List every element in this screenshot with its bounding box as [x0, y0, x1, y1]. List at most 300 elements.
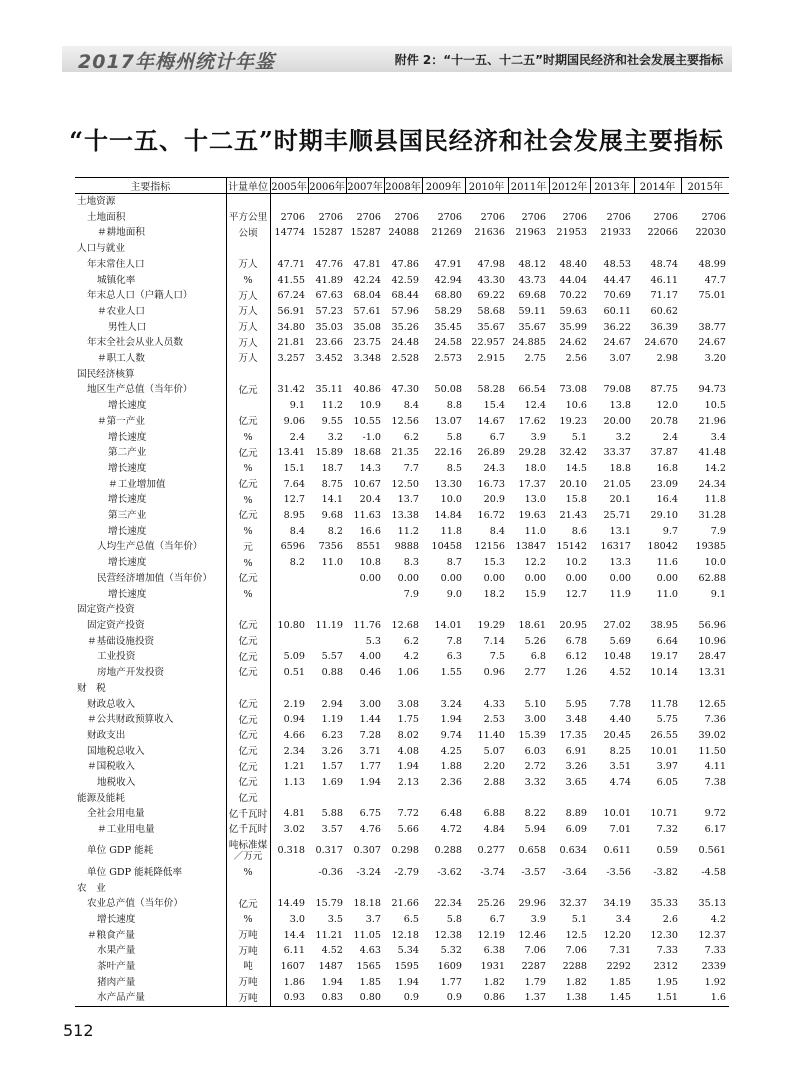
value-cell: 7.31	[609, 945, 631, 957]
value-cell: 6.17	[704, 824, 726, 836]
value-cell: 28.47	[698, 651, 726, 663]
value-cell: 7.36	[704, 714, 726, 726]
unit-cell: 万吨	[226, 928, 270, 944]
indicator-name: 地区生产总值（当年价）	[87, 384, 193, 396]
value-cell: 4.40	[609, 714, 631, 726]
value-cell	[590, 602, 634, 618]
value-cell: 57.61	[353, 305, 381, 317]
value-cell: 19.23	[559, 415, 587, 427]
value-cell: 34.80	[277, 321, 305, 333]
indicator-name: 单位 GDP 能耗降低率	[87, 866, 183, 878]
indicator-name: 增长速度	[108, 431, 147, 443]
indicator-name: 农业总产值（当年价）	[87, 898, 183, 910]
value-cell: 12.65	[698, 698, 726, 710]
unit-cell: 万人	[226, 335, 270, 351]
value-cell: 1595	[394, 961, 419, 973]
value-cell: 2.19	[283, 698, 305, 710]
value-cell: 8551	[356, 541, 381, 553]
value-cell: 1.38	[549, 990, 590, 1006]
value-cell: 12.56	[391, 415, 419, 427]
table-row	[75, 257, 729, 273]
value-cell: 33.37	[603, 447, 631, 459]
value-cell: 19.29	[477, 619, 505, 631]
value-cell: 2.13	[397, 777, 419, 789]
value-cell: 6.03	[524, 745, 546, 757]
value-cell: 58.68	[477, 305, 505, 317]
value-cell: 35.11	[315, 384, 343, 396]
value-cell: 4.08	[397, 745, 419, 757]
value-cell	[308, 791, 346, 807]
value-cell	[549, 241, 590, 257]
unit-cell: %	[226, 555, 270, 571]
value-cell: 10.96	[698, 635, 726, 647]
value-cell: 15.9	[524, 588, 546, 600]
indicator-name: 土地资源	[77, 196, 116, 207]
indicator-name: 固定资产投资	[77, 604, 135, 616]
value-cell	[465, 602, 508, 618]
value-cell: 2312	[653, 961, 678, 973]
value-cell: 3.452	[315, 353, 343, 365]
value-cell: 16317	[600, 541, 631, 553]
value-cell: 24.67	[698, 337, 726, 349]
unit-cell	[226, 398, 270, 414]
value-cell: 13847	[515, 541, 546, 553]
value-cell: 13.30	[434, 478, 462, 490]
value-cell: 6.23	[321, 729, 343, 741]
value-cell: 31.28	[698, 510, 726, 522]
value-cell: 3.2	[615, 431, 631, 443]
value-cell: 3.257	[277, 353, 305, 365]
value-cell: 19.17	[650, 651, 678, 663]
value-cell	[384, 791, 422, 807]
indicator-name: 年末总人口（户籍人口）	[87, 290, 193, 302]
value-cell: 18.8	[609, 462, 631, 474]
page-number: 512	[63, 1021, 94, 1040]
value-cell: 12.37	[698, 929, 726, 941]
value-cell: 11.0	[656, 588, 678, 600]
indicator-name: 猪肉产量	[97, 976, 136, 988]
value-cell: 5.95	[565, 698, 587, 710]
value-cell	[384, 881, 422, 897]
value-cell: 2.72	[524, 761, 546, 773]
value-cell	[508, 194, 549, 210]
value-cell: 1.94	[397, 976, 419, 988]
value-cell: 69.22	[477, 290, 505, 302]
value-cell: 11.50	[698, 745, 726, 757]
value-cell: 10.6	[565, 400, 587, 412]
value-cell: 13.07	[434, 415, 462, 427]
value-cell: 0.00	[656, 572, 678, 584]
value-cell: 9.1	[289, 400, 305, 412]
value-cell: 12.5	[565, 929, 587, 941]
value-cell: 3.9	[530, 431, 546, 443]
value-cell: 4.76	[359, 824, 381, 836]
value-cell	[384, 241, 422, 257]
value-cell: 7.28	[359, 729, 381, 741]
value-cell: 36.22	[603, 321, 631, 333]
value-cell: 12.50	[391, 478, 419, 490]
value-cell: 56.91	[277, 305, 305, 317]
value-cell: 2706	[394, 211, 419, 223]
value-cell: 21636	[474, 227, 505, 239]
value-cell	[346, 881, 384, 897]
value-cell: 16.8	[656, 462, 678, 474]
value-cell: 10.5	[704, 400, 726, 412]
value-cell: 4.11	[704, 761, 726, 773]
table-row	[75, 194, 729, 210]
value-cell: 71.17	[650, 290, 678, 302]
value-cell	[384, 194, 422, 210]
value-cell: 22.957	[471, 337, 505, 349]
column-header: 2006年	[308, 178, 346, 194]
value-cell: 58.28	[477, 384, 505, 396]
value-cell: 13.8	[609, 400, 631, 412]
table-row	[75, 587, 729, 603]
value-cell: 7.78	[609, 698, 631, 710]
value-cell: 6.48	[440, 808, 462, 820]
unit-cell: %	[226, 430, 270, 446]
value-cell: 2.573	[434, 353, 462, 365]
indicator-name: 增长速度	[108, 525, 147, 537]
value-cell: 10.0	[440, 494, 462, 506]
value-cell: 13.31	[698, 667, 726, 679]
value-cell: 0.00	[397, 572, 419, 584]
value-cell: 11.21	[315, 929, 343, 941]
value-cell: 4.2	[403, 651, 419, 663]
value-cell: 23.66	[315, 337, 343, 349]
value-cell: 56.96	[698, 619, 726, 631]
value-cell: 6.38	[483, 945, 505, 957]
value-cell: 3.71	[359, 745, 381, 757]
value-cell: 75.01	[698, 290, 726, 302]
value-cell	[590, 681, 634, 697]
value-cell: 4.63	[359, 945, 381, 957]
value-cell: 14774	[274, 227, 305, 239]
indicator-name: ＃工业增加值	[108, 478, 166, 490]
value-cell: 7.06	[565, 945, 587, 957]
value-cell: 8.89	[565, 808, 587, 820]
value-cell	[681, 194, 729, 210]
value-cell: 5.1	[571, 431, 587, 443]
value-cell: 2.75	[524, 353, 546, 365]
value-cell: 47.86	[391, 258, 419, 270]
table-row	[75, 791, 729, 807]
table-row	[75, 414, 729, 430]
value-cell: 8.2	[327, 525, 343, 537]
unit-cell: 吨标准煤／万元	[226, 838, 270, 865]
table-row	[75, 320, 729, 336]
value-cell: 24.885	[512, 337, 546, 349]
unit-cell: 亿元	[226, 712, 270, 728]
value-cell: 8.22	[524, 808, 546, 820]
value-cell	[634, 602, 681, 618]
value-cell: 0.561	[698, 845, 726, 857]
value-cell: 69.68	[518, 290, 546, 302]
value-cell: 1.92	[704, 976, 726, 988]
value-cell: 0.00	[483, 572, 505, 584]
value-cell: 20.10	[559, 478, 587, 490]
value-cell	[346, 587, 384, 603]
unit-cell: 万吨	[226, 975, 270, 991]
value-cell: 16.73	[477, 478, 505, 490]
value-cell: 14.4	[283, 929, 305, 941]
page-title: “十一五、十二五”时期丰顺县国民经济和社会发展主要指标	[69, 126, 724, 155]
indicator-name: 增长速度	[97, 913, 136, 925]
value-cell: 0.611	[603, 845, 631, 857]
value-cell: 5.09	[283, 651, 305, 663]
value-cell: 1.85	[359, 976, 381, 988]
value-cell: 41.48	[698, 447, 726, 459]
value-cell: 41.55	[277, 274, 305, 286]
value-cell	[384, 367, 422, 383]
value-cell: 35.99	[559, 321, 587, 333]
value-cell: 10.01	[650, 745, 678, 757]
value-cell: 6.7	[489, 913, 505, 925]
unit-cell: %	[226, 492, 270, 508]
indicator-name: ＃公共财政预算收入	[87, 714, 174, 726]
value-cell: 3.348	[353, 353, 381, 365]
unit-cell: 万人	[226, 304, 270, 320]
table-row	[75, 806, 729, 822]
value-cell: 12.38	[434, 929, 462, 941]
value-cell	[270, 791, 308, 807]
value-cell: 47.71	[277, 258, 305, 270]
value-cell: 13.7	[397, 494, 419, 506]
table-row	[75, 881, 729, 897]
value-cell: 43.73	[518, 274, 546, 286]
value-cell: 5.32	[440, 945, 462, 957]
value-cell: 0.9	[422, 990, 465, 1006]
table-row	[75, 241, 729, 257]
value-cell: 11.2	[321, 400, 343, 412]
value-cell: 10.48	[603, 651, 631, 663]
value-cell: -3.74	[480, 866, 505, 878]
unit-cell: 亿元	[226, 634, 270, 650]
value-cell: 15.1	[283, 462, 305, 474]
value-cell: 48.12	[518, 258, 546, 270]
value-cell	[681, 304, 729, 320]
value-cell: 9.74	[440, 729, 462, 741]
value-cell: 19.63	[518, 510, 546, 522]
value-cell	[590, 241, 634, 257]
value-cell: 6.91	[565, 745, 587, 757]
value-cell: 14.49	[277, 898, 305, 910]
table-row	[75, 288, 729, 304]
value-cell: 6.11	[283, 945, 305, 957]
value-cell: 14.3	[359, 462, 381, 474]
value-cell	[681, 791, 729, 807]
table-row	[75, 896, 729, 912]
value-cell: 48.74	[650, 258, 678, 270]
table-row	[75, 744, 729, 760]
running-header	[0, 40, 793, 76]
value-cell: 60.11	[603, 305, 631, 317]
table-row	[75, 225, 729, 241]
unit-cell	[226, 367, 270, 383]
value-cell	[681, 602, 729, 618]
value-cell: 57.96	[391, 305, 419, 317]
value-cell: 5.57	[321, 651, 343, 663]
value-cell: 3.08	[397, 698, 419, 710]
value-cell: 6596	[280, 541, 305, 553]
indicator-name: 人口与就业	[77, 243, 125, 255]
value-cell: 12156	[474, 541, 505, 553]
value-cell: 11.8	[704, 494, 726, 506]
value-cell: 1.88	[440, 761, 462, 773]
unit-cell: 亿元	[226, 791, 270, 807]
value-cell: 1.94	[397, 761, 419, 773]
value-cell: 1.51	[634, 990, 681, 1006]
value-cell: 20.00	[603, 415, 631, 427]
value-cell: 2706	[606, 211, 631, 223]
value-cell	[308, 194, 346, 210]
value-cell: 9.0	[446, 588, 462, 600]
table-row	[75, 649, 729, 665]
value-cell: 5.94	[524, 824, 546, 836]
value-cell: 14.1	[321, 494, 343, 506]
value-cell: 70.22	[559, 290, 587, 302]
value-cell: 7.33	[656, 945, 678, 957]
value-cell: 9.7	[662, 525, 678, 537]
value-cell: 2.20	[483, 761, 505, 773]
table-row	[75, 508, 729, 524]
value-cell: 2706	[480, 211, 505, 223]
value-cell: 12.30	[650, 929, 678, 941]
value-cell: 4.81	[283, 808, 305, 820]
unit-cell: 亿元	[226, 414, 270, 430]
value-cell: 3.4	[710, 431, 726, 443]
value-cell: 1.94	[440, 714, 462, 726]
value-cell: 10.55	[353, 415, 381, 427]
value-cell: 35.13	[698, 898, 726, 910]
table-row	[75, 775, 729, 791]
value-cell: 5.3	[365, 635, 381, 647]
value-cell: 68.80	[434, 290, 462, 302]
value-cell	[465, 881, 508, 897]
value-cell: 1.06	[397, 667, 419, 679]
value-cell: 4.2	[710, 913, 726, 925]
value-cell: 42.24	[353, 274, 381, 286]
table-row	[75, 461, 729, 477]
value-cell	[549, 681, 590, 697]
indicator-name: 茶叶产量	[97, 961, 136, 973]
value-cell: 12.4	[524, 400, 546, 412]
column-header: 2014年	[634, 178, 681, 194]
value-cell: 48.40	[559, 258, 587, 270]
value-cell: 21.35	[391, 447, 419, 459]
value-cell: 5.8	[446, 913, 462, 925]
table-row	[75, 304, 729, 320]
indicators-table	[75, 177, 729, 1007]
value-cell: 10.14	[650, 667, 678, 679]
value-cell: 3.00	[524, 714, 546, 726]
unit-cell: %	[226, 524, 270, 540]
value-cell: 18042	[647, 541, 678, 553]
value-cell: 11.40	[477, 729, 505, 741]
value-cell: 1.82	[565, 976, 587, 988]
value-cell: 5.8	[446, 431, 462, 443]
indicator-name: 单位 GDP 能耗	[87, 845, 154, 857]
value-cell: 0.88	[321, 667, 343, 679]
value-cell: 6.3	[446, 651, 462, 663]
value-cell: 6.88	[483, 808, 505, 820]
indicator-name: ＃第一产业	[97, 415, 145, 427]
table-row	[75, 928, 729, 944]
value-cell: 0.307	[353, 845, 381, 857]
value-cell: 1.6	[681, 990, 729, 1006]
value-cell: 15.79	[315, 898, 343, 910]
value-cell: 73.08	[559, 384, 587, 396]
value-cell	[346, 241, 384, 257]
value-cell: 1.95	[656, 976, 678, 988]
value-cell: 13.38	[391, 510, 419, 522]
value-cell: 7.9	[403, 588, 419, 600]
indicator-name: ＃粮食产量	[87, 929, 135, 941]
value-cell	[270, 571, 308, 587]
value-cell: 48.53	[603, 258, 631, 270]
value-cell: -3.82	[653, 866, 678, 878]
value-cell: 67.24	[277, 290, 305, 302]
value-cell: 20.9	[483, 494, 505, 506]
value-cell: 0.51	[283, 667, 305, 679]
value-cell: 12.2	[524, 557, 546, 569]
value-cell: 3.32	[524, 777, 546, 789]
value-cell: 0.317	[315, 845, 343, 857]
value-cell: 2287	[521, 961, 546, 973]
value-cell: 4.33	[483, 698, 505, 710]
value-cell: 14.2	[704, 462, 726, 474]
table-row	[75, 335, 729, 351]
value-cell: 6.09	[565, 824, 587, 836]
value-cell: 1.19	[321, 714, 343, 726]
indicator-name: 增长速度	[108, 462, 147, 474]
value-cell: 2.6	[662, 913, 678, 925]
value-cell: 0.94	[283, 714, 305, 726]
value-cell: 3.26	[321, 745, 343, 757]
value-cell: 10.67	[353, 478, 381, 490]
value-cell: 42.59	[391, 274, 419, 286]
value-cell: 20.78	[650, 415, 678, 427]
column-header: 2008年	[384, 178, 422, 194]
table-row	[75, 665, 729, 681]
value-cell: 1.45	[590, 990, 634, 1006]
value-cell: 9.06	[283, 415, 305, 427]
value-cell: 0.00	[359, 572, 381, 584]
value-cell: 8.4	[489, 525, 505, 537]
value-cell	[634, 194, 681, 210]
value-cell: 24.34	[698, 478, 726, 490]
value-cell	[422, 881, 465, 897]
value-cell	[634, 367, 681, 383]
value-cell: 0.318	[277, 845, 305, 857]
table-row	[75, 430, 729, 446]
value-cell: 8.2	[289, 557, 305, 569]
value-cell: 1.77	[359, 761, 381, 773]
unit-cell: %	[226, 461, 270, 477]
value-cell: 7.32	[656, 824, 678, 836]
value-cell: 2288	[562, 961, 587, 973]
table-row	[75, 712, 729, 728]
value-cell: 24.3	[483, 462, 505, 474]
unit-cell: 亿元	[226, 775, 270, 791]
value-cell: 6.8	[530, 651, 546, 663]
table-row	[75, 273, 729, 289]
value-cell: 0.59	[656, 845, 678, 857]
value-cell: 3.24	[440, 698, 462, 710]
value-cell: -3.56	[606, 866, 631, 878]
value-cell	[346, 367, 384, 383]
unit-cell: 亿元	[226, 759, 270, 775]
